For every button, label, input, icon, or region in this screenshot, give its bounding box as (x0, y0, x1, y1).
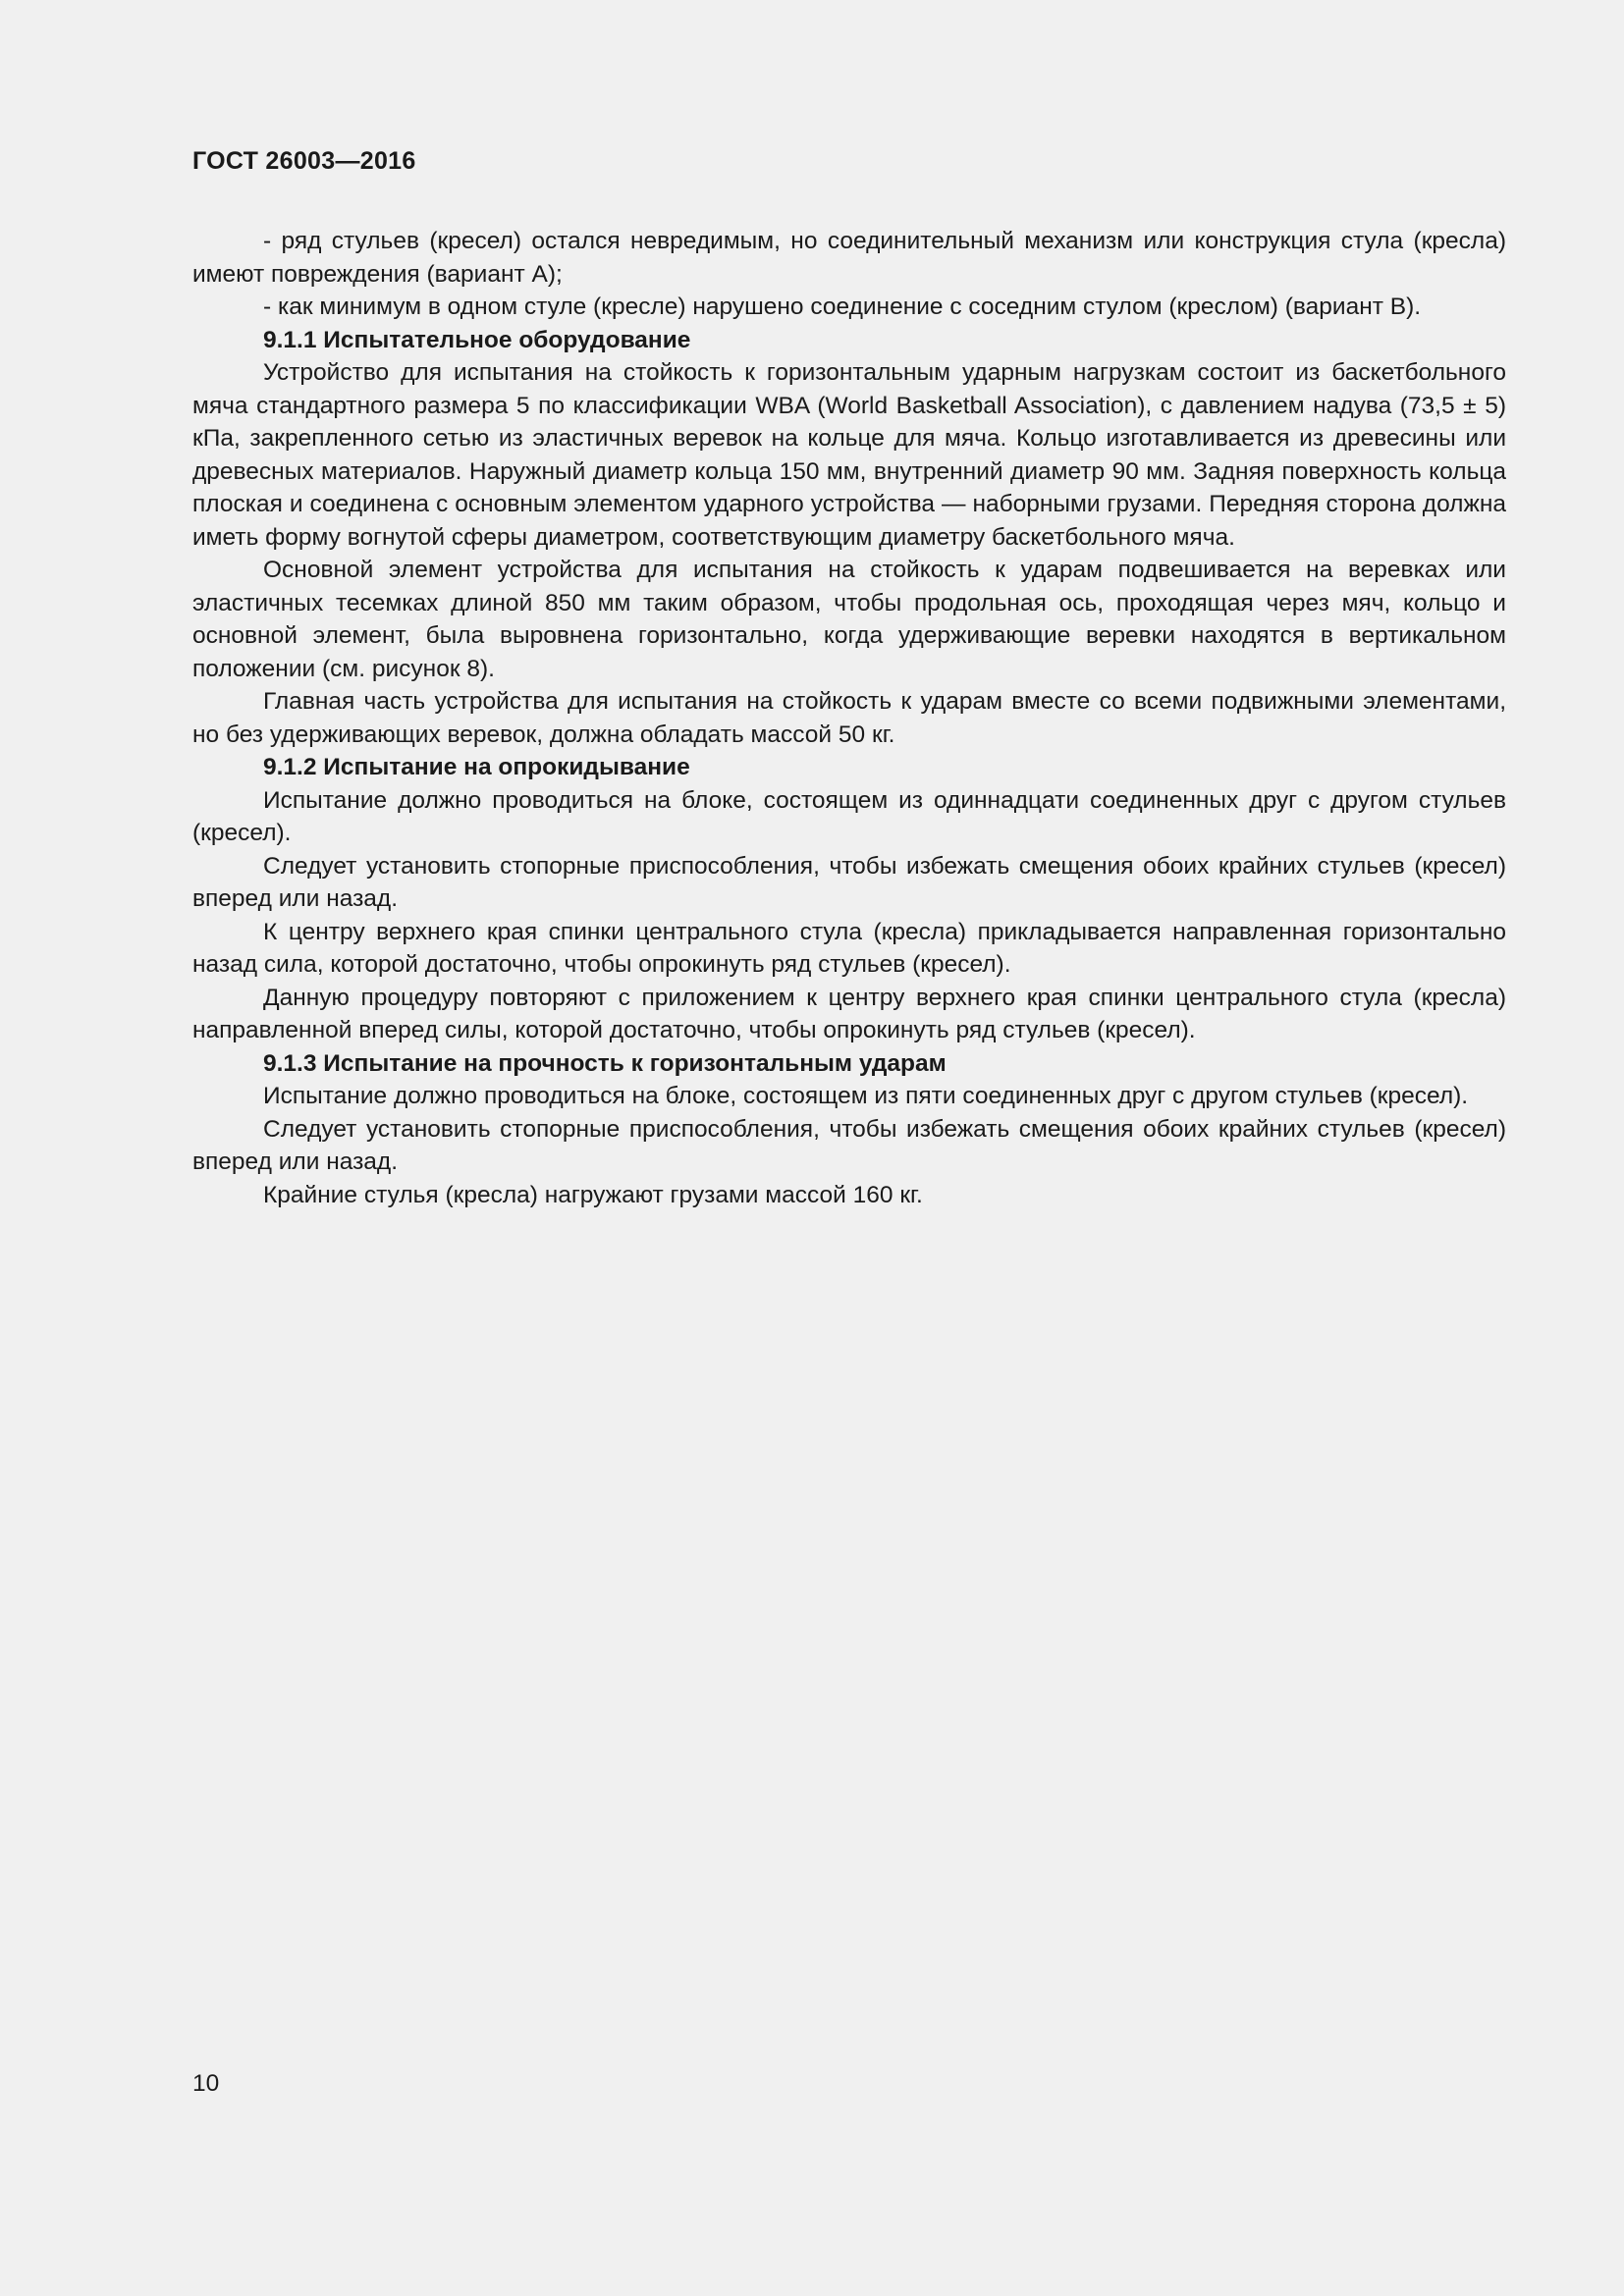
paragraph: Испытание должно проводиться на блоке, состоящем из пяти соединенных друг с другом стульев (кресел). (263, 1083, 1469, 1109)
page-number: 10 (192, 2070, 220, 2097)
list-item-variant-b: - как минимум в одном стуле (кресле) нарушено соединение с соседним стулом (креслом) (вариант В). (263, 294, 1422, 320)
paragraph: К центру верхнего края спинки центрального стула (кресла) прикладывается направленная горизонтально назад сила, которой достаточно, чтобы опрокинуть ряд стульев (кресел). (192, 918, 1506, 978)
document-body (192, 225, 1506, 1211)
section-heading-9-1-1: 9.1.1 Испытательное оборудование (263, 326, 691, 353)
paragraph: Крайние стулья (кресла) нагружают грузами массой 160 кг. (263, 1181, 923, 1208)
list-item-variant-a: - ряд стульев (кресел) остался невредимым, но соединительный механизм или конструкция стула (кресла) имеют повреждения (вариант А); (192, 228, 1506, 288)
paragraph: Следует установить стопорные приспособления, чтобы избежать смещения обоих крайних стульев (кресел) вперед или назад. (192, 852, 1506, 912)
paragraph: Данную процедуру повторяют с приложением к центру верхнего края спинки центрального стула (кресла) направленной вперед силы, которой достаточно, чтобы опрокинуть ряд стульев (кресел). (192, 984, 1506, 1043)
section-heading-9-1-2: 9.1.2 Испытание на опрокидывание (263, 754, 690, 780)
document-header: ГОСТ 26003—2016 (192, 147, 416, 175)
paragraph: Главная часть устройства для испытания на стойкость к ударам вместе со всеми подвижными элементами, но без удерживающих веревок, должна обладать массой 50 кг. (192, 688, 1506, 748)
section-heading-9-1-3: 9.1.3 Испытание на прочность к горизонтальным ударам (263, 1049, 947, 1077)
paragraph: Основной элемент устройства для испытания на стойкость к ударам подвешивается на веревках или эластичных тесемках длиной 850 мм таким образом, чтобы продольная ось, проходящая через мяч, кольцо и основной элемент, была выровнена горизонтально, когда удерживающие веревки находятся в вертикальном положении (см. рисунок 8). (192, 557, 1506, 682)
paragraph: Испытание должно проводиться на блоке, состоящем из одиннадцати соединенных друг с другом стульев (кресел). (192, 786, 1506, 846)
paragraph: Устройство для испытания на стойкость к горизонтальным ударным нагрузкам состоит из баскетбольного мяча стандартного размера 5 по классификации WBA (World Basketball Association), с давлением надува (73,5 ± 5) кПа, закрепленного сетью из эластичных веревок на кольце для мяча. Кольцо изготавливается из древесины или древесных материалов. Наружный диаметр кольца 150 мм, внутренний диаметр 90 мм. Задняя поверхность кольца плоская и соединена с основным элементом ударного устройства — наборными грузами. Передняя сторона должна иметь форму вогнутой сферы диаметром, соответствующим диаметру баскетбольного мяча. (192, 359, 1506, 551)
paragraph: Следует установить стопорные приспособления, чтобы избежать смещения обоих крайних стульев (кресел) вперед или назад. (192, 1115, 1506, 1175)
